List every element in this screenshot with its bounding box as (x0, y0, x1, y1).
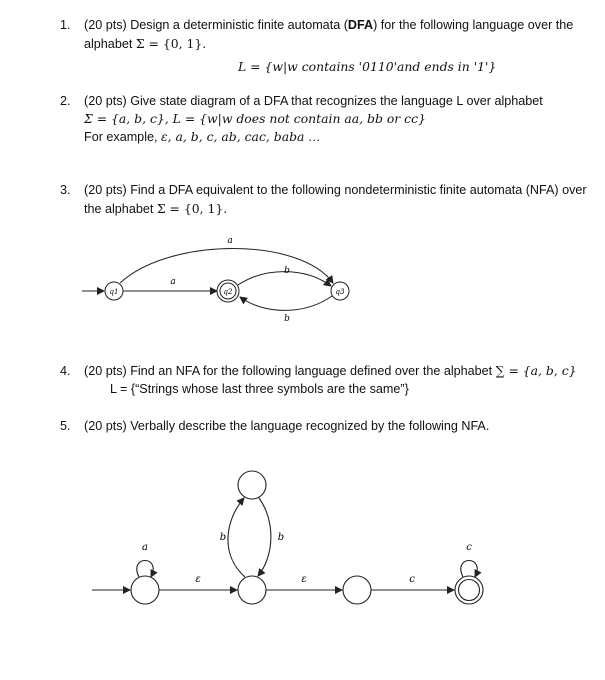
question-number: 2. (60, 94, 71, 108)
question-text: (20 pts) Verbally describe the language recognized by the following NFA. (84, 419, 490, 433)
edge-label: b (284, 314, 290, 324)
question-number: 5. (60, 419, 71, 433)
language-definition: L = {“Strings whose last three symbols are the same”} (110, 382, 409, 396)
state-label: q2 (223, 288, 233, 296)
self-loop-1 (137, 561, 153, 578)
question-text: (20 pts) Find an NFA for the following language defined over the alphabet ∑ = {a, b, c} (84, 363, 577, 378)
language-definition: Σ = {a, b, c}, L = {w|w does not contain aa, bb or cc} (84, 111, 426, 126)
language-definition: L = {w|w contains '0110'and ends in '1'} (238, 59, 497, 74)
question-number: 3. (60, 183, 71, 197)
question-number: 1. (60, 18, 71, 32)
edge-label: c (409, 574, 415, 585)
state-2 (238, 576, 266, 604)
edge-top-2 (258, 498, 271, 576)
state-3 (343, 576, 371, 604)
edge-label: b (284, 266, 290, 276)
state-top (238, 471, 266, 499)
edge-label: a (170, 277, 176, 287)
state-label: q1 (109, 288, 119, 296)
state-4-accept (455, 576, 483, 604)
edge-label: ε (195, 574, 201, 585)
edge-label: ε (301, 574, 307, 585)
edge-label: c (466, 542, 472, 553)
edge-2-top (228, 498, 245, 577)
question-alphabet: alphabet Σ = {0, 1}. (84, 36, 207, 51)
question-text: (20 pts) Give state diagram of a DFA that recognizes the language L over alphabet (84, 94, 543, 108)
edge-label: a (142, 542, 148, 553)
nfa-diagram-q5 (0, 455, 605, 645)
nfa-diagram-q3 (0, 225, 605, 335)
question-alphabet: the alphabet Σ = {0, 1}. (84, 201, 228, 216)
edge-label: b (277, 532, 285, 543)
self-loop-4 (461, 561, 477, 578)
edge-q3-q2 (240, 296, 332, 310)
edge-label: a (227, 236, 233, 246)
question-text: (20 pts) Find a DFA equivalent to the following nondeterministic finite automata (NFA) over (84, 183, 587, 197)
edge-label: b (219, 532, 227, 543)
question-number: 4. (60, 364, 71, 378)
edge-q1-q3 (120, 249, 333, 284)
state-label: q3 (335, 288, 345, 296)
question-text: (20 pts) Design a deterministic finite automata (DFA) for the following language over the (84, 18, 574, 32)
example-strings: For example, ε, a, b, c, ab, cac, baba … (84, 129, 321, 144)
state-1 (131, 576, 159, 604)
